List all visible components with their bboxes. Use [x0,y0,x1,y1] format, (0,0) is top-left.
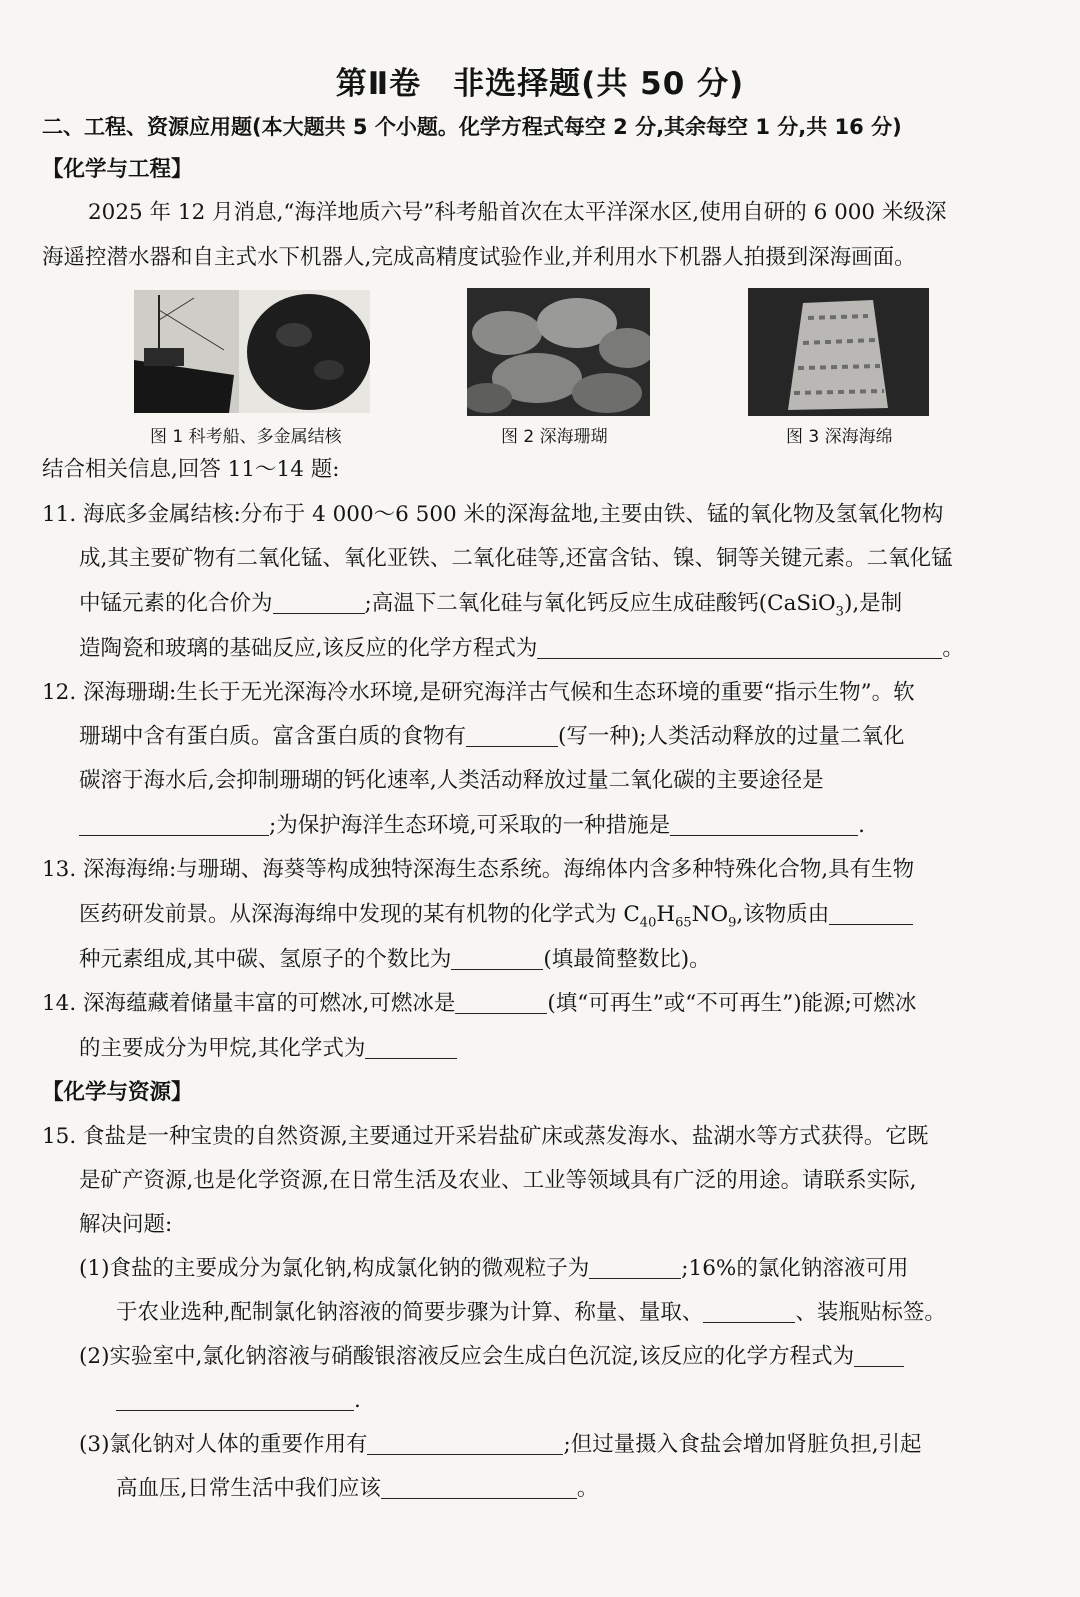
q15-text: . [354,1388,361,1413]
figure-3-image [748,288,929,416]
q13-line-2 [79,900,1079,938]
q13-line-1: 13. 深海海绵:与珊瑚、海葵等构成独特深海生态系统。海绵体内含多种特殊化合物,具有生物 [42,857,915,882]
q15-text: 。 [576,1476,599,1501]
q14-text: 14. 深海蕴藏着储量丰富的可燃冰,可燃冰是 [42,991,456,1016]
answer-blank[interactable] [589,1256,681,1279]
figure-2-caption: 图 2 深海珊瑚 [501,427,608,447]
q15-text: (3)氯化钠对人体的重要作用有 [79,1432,368,1457]
answer-blank[interactable] [451,947,543,970]
answer-blank[interactable] [670,813,858,836]
intro-line-1: 2025 年 12 月消息,“海洋地质六号”科考船首次在太平洋深水区,使用自研的 6 000 米级深 [88,200,947,225]
q12-line-2 [79,722,1079,752]
answer-blank[interactable] [854,1344,904,1367]
q13-text: ,该物质由 [736,902,830,927]
q11-line-2: 成,其主要矿物有二氧化锰、氧化亚铁、二氧化硅等,还富含钴、镍、铜等关键元素。二氧化锰 [79,546,953,571]
q13-text: NO [691,902,729,927]
q11-text: ),是制 [843,591,903,616]
q11-text: 。 [942,636,964,661]
q15-line-1: 15. 食盐是一种宝贵的自然资源,主要通过开采岩盐矿床或蒸发海水、盐湖水等方式获得。它既 [42,1124,929,1149]
answer-blank[interactable] [365,1036,457,1059]
q12-line-4 [79,811,1079,841]
answer-blank[interactable] [466,724,558,747]
q12-text: 珊瑚中含有蛋白质。富含蛋白质的食物有 [79,724,467,749]
block1-tag: 【化学与工程】 [42,157,193,182]
q15-text: 、装瓶贴标签。 [795,1300,946,1325]
q13-text: (填最简整数比)。 [543,947,711,972]
q13-text: 医药研发前景。从深海海绵中发现的某有机物的化学式为 C [79,902,640,927]
q11-line-3 [79,589,1079,627]
block2-tag: 【化学与资源】 [42,1080,193,1105]
intro-line-2: 海遥控潜水器和自主式水下机器人,完成高精度试验作业,并利用水下机器人拍摄到深海画面。 [42,245,916,270]
q15-part1-line-1 [79,1254,1079,1284]
section-title: 第Ⅱ卷 非选择题(共 50 分) [335,66,745,102]
q13-text: H [656,902,676,927]
answer-blank[interactable] [79,813,269,836]
figure-3-caption: 图 3 深海海绵 [786,427,893,447]
q12-text: ;为保护海洋生态环境,可采取的一种措施是 [269,813,671,838]
q12-line-3: 碳溶于海水后,会抑制珊瑚的钙化速率,人类活动释放过量二氧化碳的主要途径是 [79,768,824,793]
answer-blank[interactable] [367,1432,563,1455]
subscript: 3 [835,604,844,620]
subscript: 65 [675,915,692,931]
q12-text: (写一种);人类活动释放的过量二氧化 [558,724,905,749]
q15-text: 高血压,日常生活中我们应该 [116,1476,381,1501]
q14-text: 的主要成分为甲烷,其化学式为 [79,1036,366,1061]
q11-line-4 [79,634,1079,664]
q15-part3-line-1 [79,1430,1079,1460]
subscript: 40 [639,915,657,931]
figure-1-image [134,290,370,413]
q15-part1-line-2 [116,1298,1080,1328]
q14-line-1 [42,989,1042,1019]
q15-part2-line-2 [116,1386,1080,1416]
q15-part3-line-2 [116,1474,1080,1504]
answer-blank[interactable] [381,1476,577,1499]
q15-text: 于农业选种,配制氯化钠溶液的简要步骤为计算、称量、量取、 [116,1300,704,1325]
q14-line-2 [79,1034,1079,1064]
answer-blank[interactable] [273,591,365,614]
q15-text: ;16%的氯化钠溶液可用 [681,1256,909,1281]
subscript: 9 [728,915,737,931]
figure-1-caption: 图 1 科考船、多金属结核 [150,427,342,447]
q12-line-1: 12. 深海珊瑚:生长于无光深海冷水环境,是研究海洋古气候和生态环境的重要“指示生物”。软 [42,680,915,705]
q15-text: (2)实验室中,氯化钠溶液与硝酸银溶液反应会生成白色沉淀,该反应的化学方程式为 [79,1344,855,1369]
lead-in: 结合相关信息,回答 11～14 题: [42,457,340,482]
q15-text: (1)食盐的主要成分为氯化钠,构成氯化钠的微观粒子为 [79,1256,590,1281]
q12-text: . [858,813,865,838]
q14-text: (填“可再生”或“不可再生”)能源;可燃冰 [547,991,917,1016]
answer-blank[interactable] [703,1300,795,1323]
figure-2-image [467,288,650,416]
q11-line-1: 11. 海底多金属结核:分布于 4 000～6 500 米的深海盆地,主要由铁、锰的氧化物及氢氧化物构 [42,502,944,527]
q15-text: ;但过量摄入食盐会增加肾脏负担,引起 [563,1432,922,1457]
q15-line-2: 是矿产资源,也是化学资源,在日常生活及农业、工业等领域具有广泛的用途。请联系实际, [79,1168,917,1193]
answer-blank[interactable] [829,902,913,925]
answer-blank[interactable] [116,1388,354,1411]
answer-blank[interactable] [537,636,942,659]
q13-text: 种元素组成,其中碳、氢原子的个数比为 [79,947,452,972]
q15-part2-line-1 [79,1342,1079,1372]
q11-text: ;高温下二氧化硅与氧化钙反应生成硅酸钙(CaSiO [364,591,836,616]
q13-line-3 [79,945,1079,975]
answer-blank[interactable] [455,991,547,1014]
q15-line-3: 解决问题: [79,1212,173,1237]
q11-text: 中锰元素的化合价为 [79,591,273,616]
part2-header: 二、工程、资源应用题(本大题共 5 个小题。化学方程式每空 2 分,其余每空 1 分,共 16 分) [42,115,902,139]
q11-text: 造陶瓷和玻璃的基础反应,该反应的化学方程式为 [79,636,538,661]
